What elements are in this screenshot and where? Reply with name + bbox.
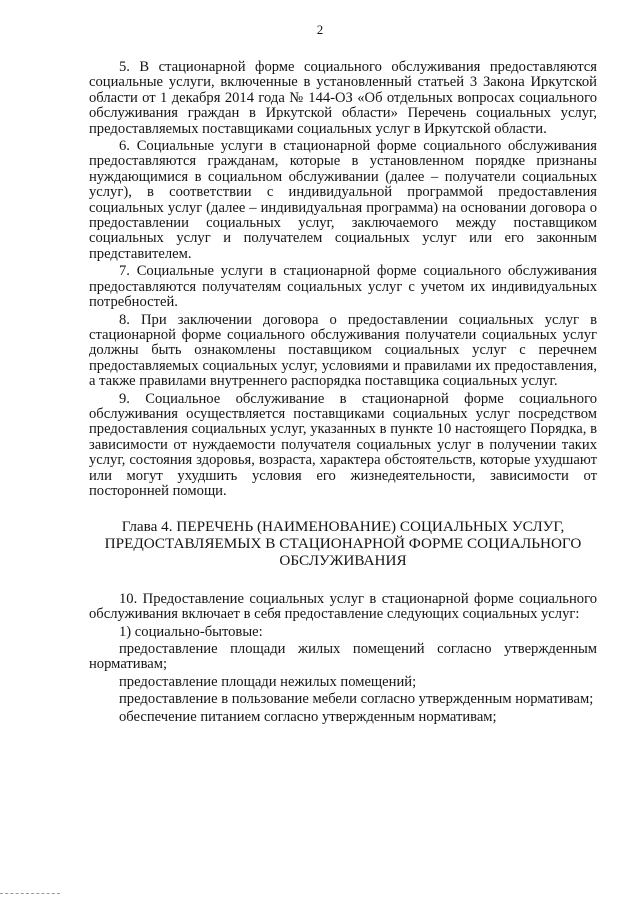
list-item-living-space: предоставление площади жилых помещений согласно утвержденным нормативам;	[89, 640, 597, 673]
chapter-heading	[89, 519, 597, 569]
paragraph-5: 5. В стационарной форме социального обслуживания предоставляются социальные услуги, включенные в установленный статьей 3 Закона Иркутской области от 1 декабря 2014 года № 144-ОЗ «Об отдельных вопросах социального обслуживания граждан в Иркутской области» Перечень социальных услуг, предоставляемых поставщиками социальных услуг в Иркутской области.	[89, 59, 597, 137]
list-item-non-living-space: предоставление площади нежилых помещений;	[119, 673, 417, 690]
chapter-heading-line-3: ОБСЛУЖИВАНИЯ	[279, 551, 407, 569]
list-item-social-household: 1) социально-бытовые:	[119, 623, 263, 640]
chapter-heading-line-1: Глава 4. ПЕРЕЧЕНЬ (НАИМЕНОВАНИЕ) СОЦИАЛЬНЫХ УСЛУГ,	[121, 518, 565, 536]
document-body	[89, 60, 597, 727]
list-item-furniture: предоставление в пользование мебели согласно утвержденным нормативам;	[119, 691, 594, 708]
paragraph-8: 8. При заключении договора о предоставлении социальных услуг в стационарной форме социального обслуживания получатели социальных услуг должны быть ознакомлены поставщиком социальных услуг с перечнем предоставляемых социальных услуг, условиями и правилами их предоставления, а также правилами внутреннего распорядка поставщика социальных услуг.	[89, 311, 597, 390]
paragraph-7: 7. Социальные услуги в стационарной форме социального обслуживания предоставляются получателям социальных услуг с учетом их индивидуальных потребностей.	[89, 263, 597, 311]
list-item-nutrition: обеспечение питанием согласно утвержденным нормативам;	[119, 708, 497, 725]
chapter-heading-line-2: ПРЕДОСТАВЛЯЕМЫХ В СТАЦИОНАРНОЙ ФОРМЕ СОЦИАЛЬНОГО	[104, 535, 582, 553]
paragraph-6: 6. Социальные услуги в стационарной форме социального обслуживания предоставляются гражданам, которые в установленном порядке признаны нуждающимися в социальном обслуживании (далее – получатели социальных услуг), в соответствии с индивидуальной программой предоставления социальных услуг (далее – индивидуальная программа) на основании договора о предоставлении социальных услуг, заключаемого между поставщиком социальных услуг и получателем социальных услуг или его законным представителем.	[89, 138, 597, 262]
paragraph-10-intro: 10. Предоставление социальных услуг в стационарной форме социального обслуживания включает в себя предоставление следующих социальных услуг:	[89, 590, 597, 623]
page-number: 2	[316, 22, 324, 37]
paragraph-9: 9. Социальное обслуживание в стационарной форме социального обслуживания осуществляется поставщиками социальных услуг посредством предоставления социальных услуг, указанных в пункте 10 настоящего Порядка, в зависимости от нуждаемости получателя социальных услуг в получении таких услуг, состояния здоровья, возраста, характера обстоятельств, которые ухудшают или могут ухудшить условия его жизнедеятельности, зависимости от посторонней помощи.	[89, 390, 597, 499]
footer-divider	[0, 893, 60, 894]
